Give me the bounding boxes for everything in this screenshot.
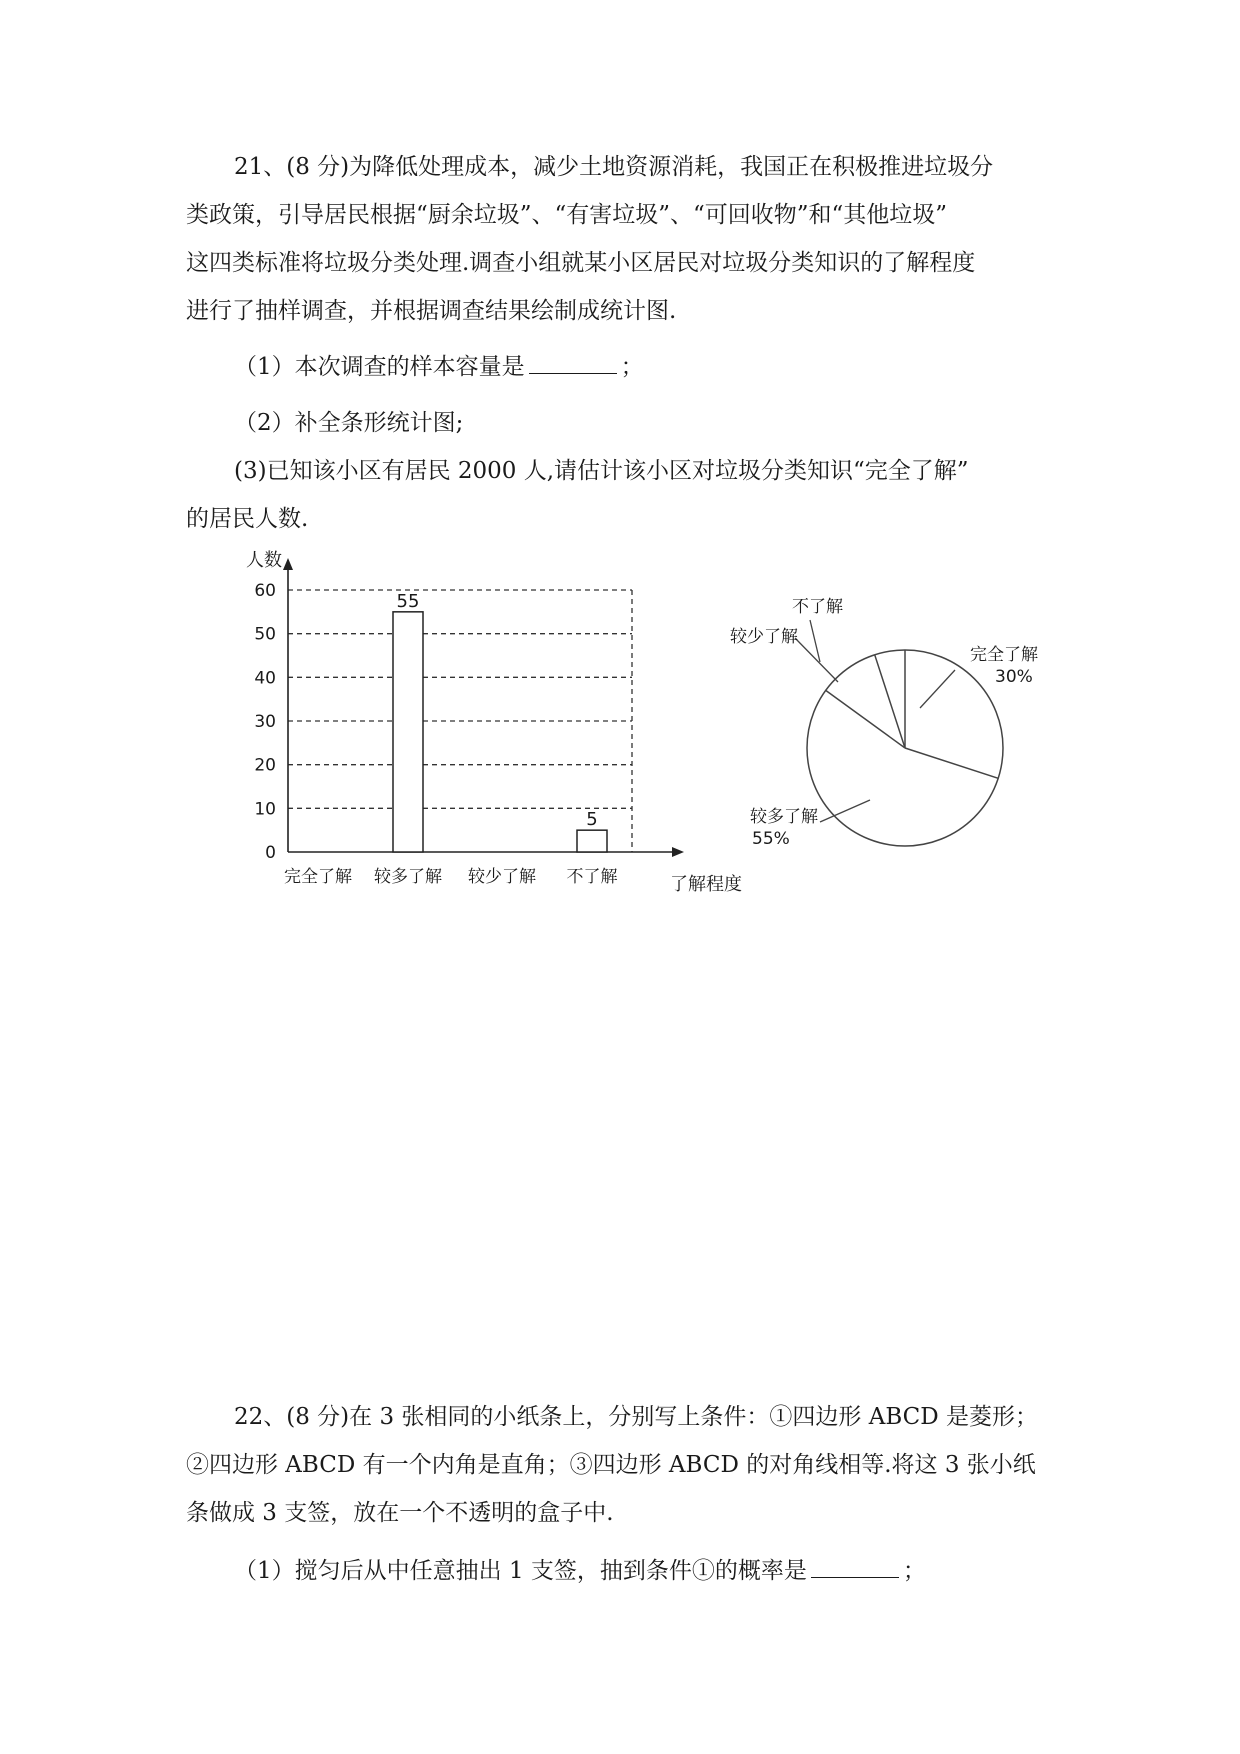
- q21-sub3-line1: (3)已知该小区有居民 2000 人,请估计该小区对垃圾分类知识“完全了解”: [234, 458, 969, 484]
- q22-line-3: 条做成 3 支签，放在一个不透明的盒子中.: [186, 1500, 614, 1526]
- q21-sub1: [186, 348, 644, 381]
- data-label: 55: [396, 590, 420, 612]
- bar-chart-labels: [254, 581, 617, 887]
- q22-sub1: [186, 1552, 926, 1585]
- x-tick-label: 不了解: [566, 867, 618, 887]
- y-tick-label: 10: [254, 799, 276, 820]
- pie-label: 不了解: [792, 597, 843, 617]
- y-tick-label: 40: [254, 668, 276, 689]
- q21-sub1-end: ；: [620, 354, 644, 380]
- q22-line-2: ②四边形 ABCD 有一个内角是直角；③四边形 ABCD 的对角线相等.将这 3 张小纸: [186, 1452, 1036, 1478]
- answer-blank[interactable]: [811, 1557, 899, 1578]
- bar-chart-ylabel: 人数: [246, 550, 282, 571]
- x-tick-label: 较少了解: [468, 867, 536, 887]
- y-tick-label: 50: [254, 624, 276, 645]
- q21-line-1: 21、(8 分)为降低处理成本，减少土地资源消耗，我国正在积极推进垃圾分: [234, 154, 994, 180]
- pie-pct-label: 55%: [752, 829, 790, 849]
- answer-blank[interactable]: [529, 353, 617, 374]
- q21-sub3-line2: 的居民人数.: [186, 506, 309, 532]
- bar-chart-xlabel: 了解程度: [670, 874, 742, 895]
- q22-line-1: 22、(8 分)在 3 张相同的小纸条上，分别写上条件：①四边形 ABCD 是菱形；: [234, 1404, 1039, 1430]
- x-axis-arrow: [672, 847, 684, 857]
- y-axis-arrow: [283, 558, 293, 570]
- bar-chart-grid: [288, 590, 632, 852]
- q21-sub2: （2）补全条形统计图;: [234, 410, 464, 436]
- x-tick-label: 完全了解: [284, 867, 352, 887]
- pie-pct-label: 30%: [995, 667, 1033, 687]
- data-label: 5: [586, 809, 598, 831]
- bar: [577, 830, 607, 852]
- bar: [393, 612, 423, 852]
- bar-chart-axes: [283, 558, 684, 857]
- y-tick-label: 60: [254, 581, 276, 601]
- y-tick-label: 0: [265, 843, 276, 863]
- q21-sub1-text: （1）本次调查的样本容量是: [234, 354, 525, 380]
- pie-chart: [730, 590, 1040, 890]
- q21-line-3: 这四类标准将垃圾分类处理.调查小组就某小区居民对垃圾分类知识的了解程度: [186, 250, 976, 276]
- q22-sub1-text: （1）搅匀后从中任意抽出 1 支签，抽到条件①的概率是: [234, 1558, 807, 1584]
- pie-label: 较多了解: [750, 807, 818, 827]
- pie-label: 较少了解: [730, 627, 798, 647]
- bar-chart: [240, 548, 760, 908]
- q21-line-4: 进行了抽样调查，并根据调查结果绘制成统计图.: [186, 298, 677, 324]
- pie-label: 完全了解: [970, 645, 1038, 665]
- q22-sub1-end: ；: [902, 1558, 926, 1584]
- q21-line-2: 类政策，引导居民根据“厨余垃圾”、“有害垃圾”、“可回收物”和“其他垃圾”: [186, 202, 948, 228]
- y-tick-label: 30: [254, 712, 276, 732]
- y-tick-label: 20: [254, 755, 276, 776]
- bar-chart-bars: [393, 612, 607, 852]
- x-tick-label: 较多了解: [374, 867, 442, 887]
